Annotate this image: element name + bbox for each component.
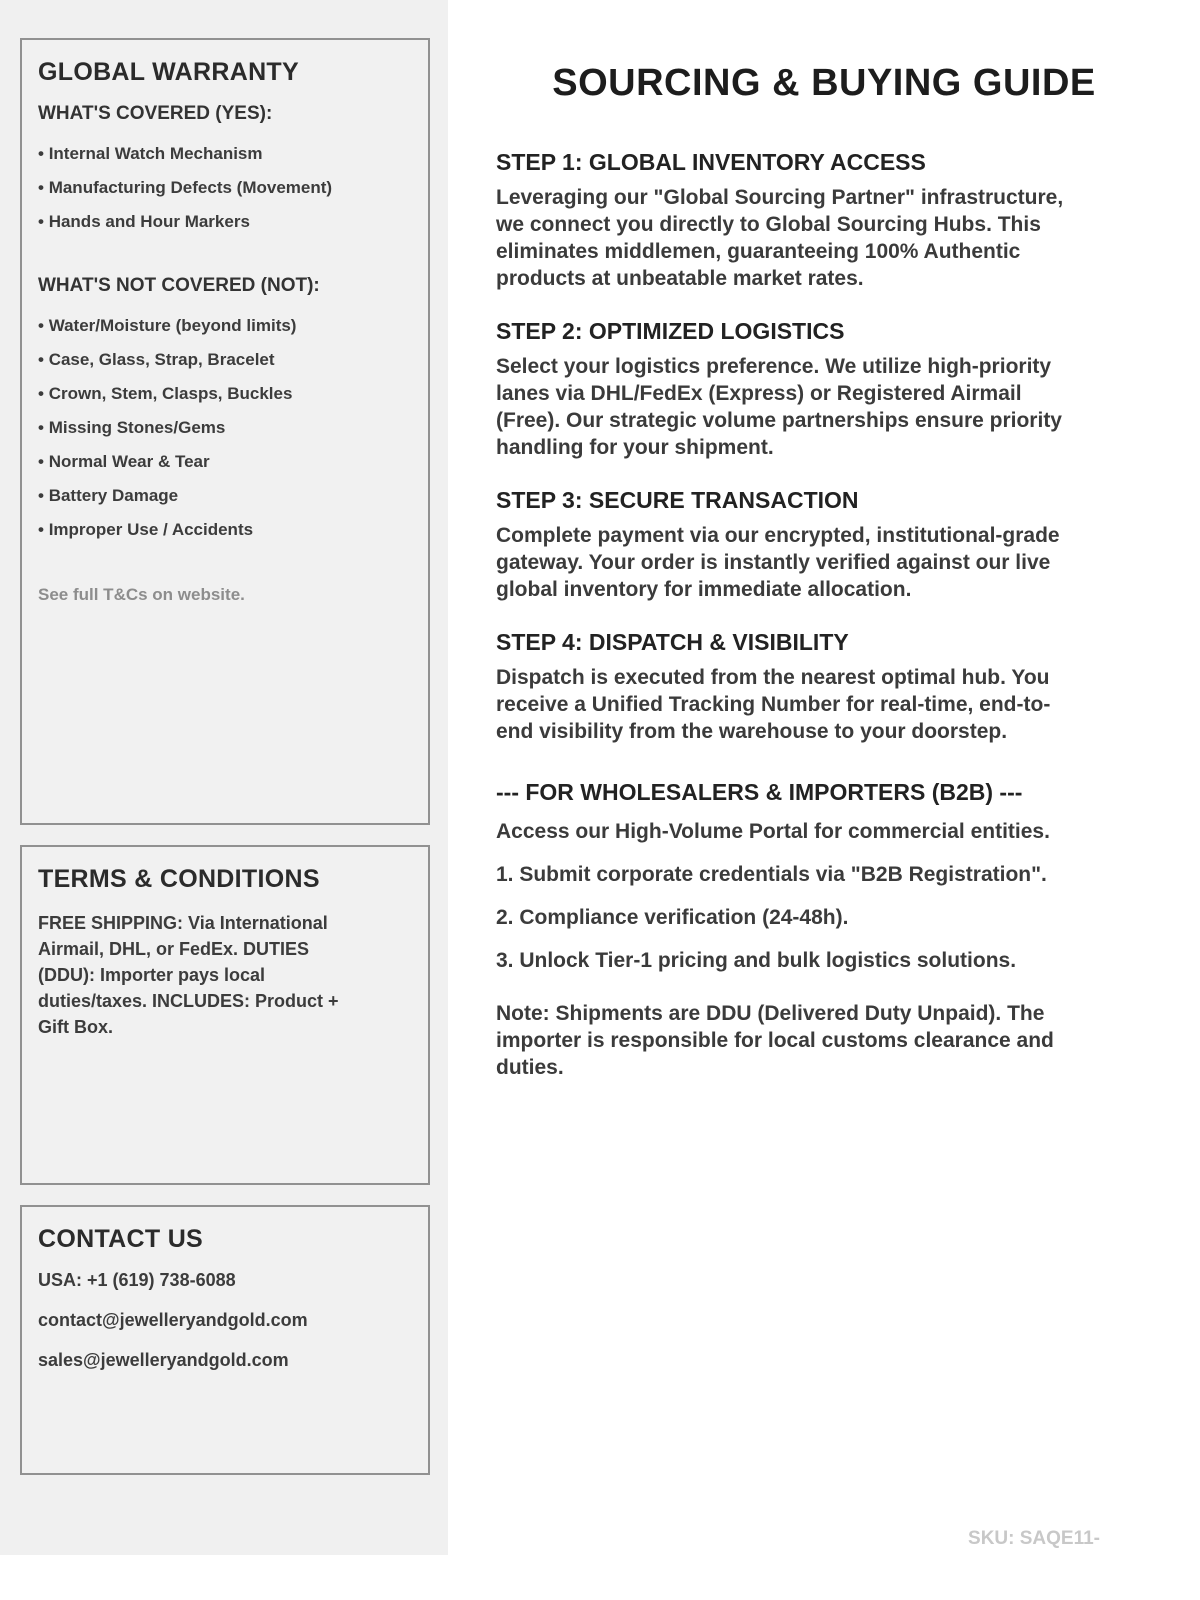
list-item: • Manufacturing Defects (Movement) [38, 171, 412, 205]
terms-title: TERMS & CONDITIONS [38, 865, 320, 893]
b2b-section [496, 779, 1152, 1081]
warranty-title: GLOBAL WARRANTY [38, 58, 299, 86]
warranty-not-covered-title: WHAT'S NOT COVERED (NOT): [38, 275, 320, 296]
b2b-item-1: 1. Submit corporate credentials via "B2B Registration". [496, 863, 1047, 886]
step-2-body: Select your logistics preference. We utilize high-priority lanes via DHL/FedEx (Express) or Registered Airmail (Free). Our strategic volume partnerships ensure priority handling for your shipment. [496, 355, 1062, 459]
warranty-covered-list [38, 137, 412, 239]
list-item: • Normal Wear & Tear [38, 445, 412, 479]
b2b-item-2: 2. Compliance verification (24-48h). [496, 906, 849, 929]
warranty-box [20, 38, 430, 825]
step-3-heading: STEP 3: SECURE TRANSACTION [496, 487, 859, 513]
page-title: SOURCING & BUYING GUIDE [552, 62, 1096, 104]
warranty-not-covered-list [38, 309, 412, 547]
list-item: • Battery Damage [38, 479, 412, 513]
step-1-section [496, 149, 1152, 292]
list-item: • Crown, Stem, Clasps, Buckles [38, 377, 412, 411]
step-1-heading: STEP 1: GLOBAL INVENTORY ACCESS [496, 149, 926, 175]
warranty-covered-title: WHAT'S COVERED (YES): [38, 103, 273, 124]
warranty-footnote: See full T&Cs on website. [38, 585, 245, 604]
sku-label: SKU: SAQE11- [968, 1528, 1100, 1549]
list-item: • Hands and Hour Markers [38, 205, 412, 239]
step-3-section [496, 487, 1152, 603]
list-item: • Improper Use / Accidents [38, 513, 412, 547]
step-2-section [496, 318, 1152, 461]
list-item: • Missing Stones/Gems [38, 411, 412, 445]
contact-phone: USA: +1 (619) 738-6088 [38, 1270, 236, 1290]
contact-email-sales: sales@jewelleryandgold.com [38, 1350, 289, 1370]
b2b-heading: --- FOR WHOLESALERS & IMPORTERS (B2B) --- [496, 779, 1023, 805]
main-content [448, 0, 1200, 1600]
sidebar [0, 0, 448, 1555]
step-2-heading: STEP 2: OPTIMIZED LOGISTICS [496, 318, 845, 344]
step-4-section [496, 629, 1152, 745]
contact-email-primary: contact@jewelleryandgold.com [38, 1310, 308, 1330]
contact-title: CONTACT US [38, 1225, 204, 1253]
list-item: • Case, Glass, Strap, Bracelet [38, 343, 412, 377]
step-3-body: Complete payment via our encrypted, institutional-grade gateway. Your order is instantly verified against our live global inventory for immediate allocation. [496, 524, 1060, 601]
contact-box [20, 1205, 430, 1475]
list-item: • Water/Moisture (beyond limits) [38, 309, 412, 343]
list-item: • Internal Watch Mechanism [38, 137, 412, 171]
b2b-item-3: 3. Unlock Tier-1 pricing and bulk logistics solutions. [496, 949, 1017, 972]
b2b-note: Note: Shipments are DDU (Delivered Duty Unpaid). The importer is responsible for local customs clearance and duties. [496, 1002, 1054, 1079]
terms-body: FREE SHIPPING: Via International Airmail, DHL, or FedEx. DUTIES (DDU): Importer pays local duties/taxes. INCLUDES: Product + Gift Box. [38, 913, 339, 1037]
step-4-heading: STEP 4: DISPATCH & VISIBILITY [496, 629, 849, 655]
b2b-intro: Access our High-Volume Portal for commercial entities. [496, 820, 1050, 843]
terms-box [20, 845, 430, 1185]
step-4-body: Dispatch is executed from the nearest optimal hub. You receive a Unified Tracking Number for real-time, end-to-end visibility from the warehouse to your doorstep. [496, 666, 1051, 743]
step-1-body: Leveraging our "Global Sourcing Partner" infrastructure, we connect you directly to Global Sourcing Hubs. This eliminates middlemen, guaranteeing 100% Authentic products at unbeatable market rates. [496, 186, 1064, 290]
